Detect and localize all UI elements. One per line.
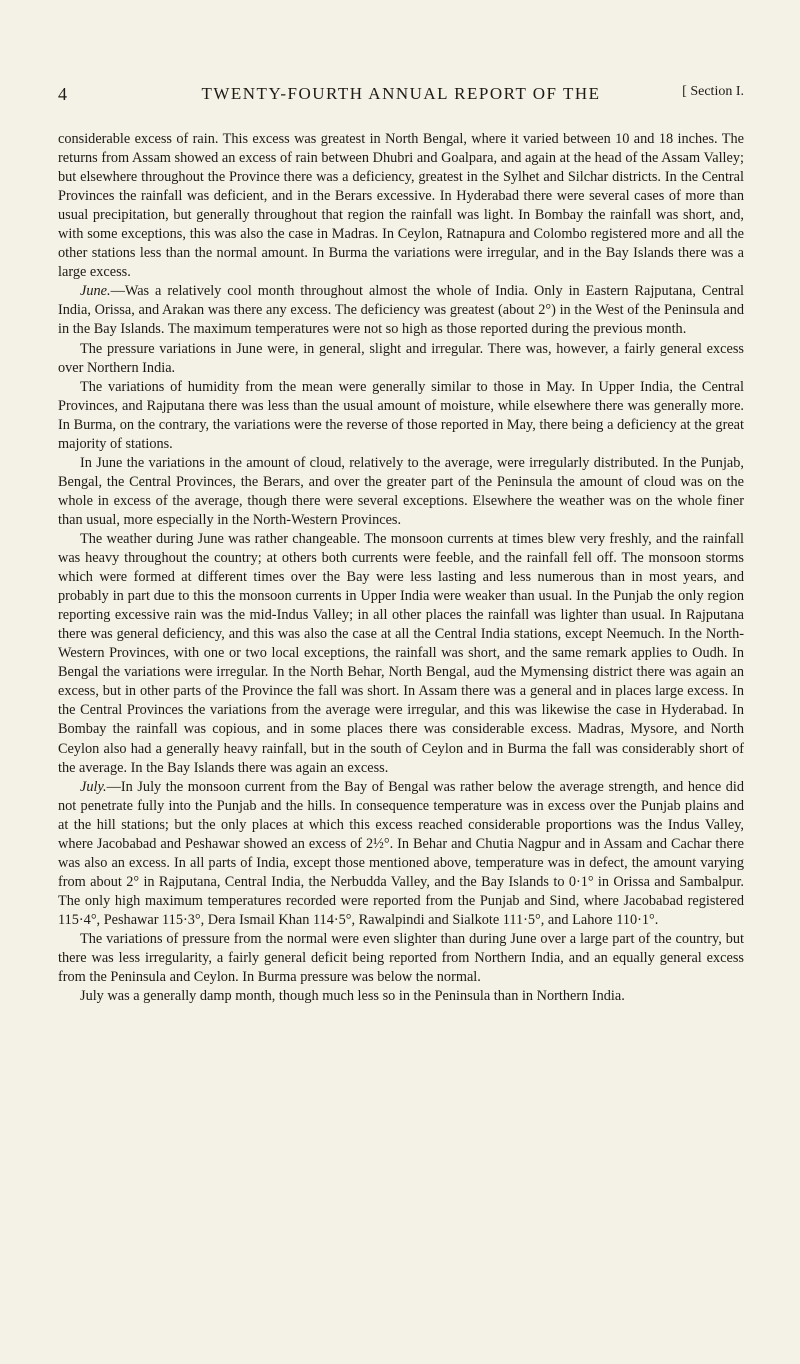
paragraph: In June the variations in the amount of cloud, relatively to the average, were irregularly distributed. In the Punjab, Bengal, the Central Provinces, the Berars, and over the greater part of the Peninsula the amount of cloud was on the whole in excess of the average, though there were several exceptions. Elsewhere the weather was on the whole finer than usual, more especially in the North-Western Provinces. (58, 454, 744, 528)
page-number: 4 (58, 84, 67, 104)
month-heading: June. (80, 283, 111, 300)
paragraph-july: July.—In July the monsoon current from the Bay of Bengal was rather below the average strength, and hence did not penetrate fully into the Punjab and the hills. In consequence temperature was in excess over the Punjab plains and at the hill stations; but the only places at which this excess reached considerable proportions was the Indus Valley, where Jacobabad and Peshawar showed an excess of 2½°. In Behar and Chutia Nagpur and in Assam and Cachar there was also an excess. In all parts of India, except those mentioned above, temperature was in defect, the amount varying from about 2° in Rajputana, Central India, the Nerbudda Valley, and the Bay Islands to 0·1° in Orissa and Sambalpur. The only high maximum temperatures recorded were reported from the Punjab and Sind, where Jacobabad registered 115·4°, Peshawar 115·3°, Dera Ismail Khan 114·5°, Rawalpindi and Sialkote 111·5°, and Lahore 110·1°. (58, 778, 744, 928)
page-header (58, 84, 744, 110)
paragraph: considerable excess of rain. This excess was greatest in North Bengal, where it varied between 10 and 18 inches. The returns from Assam showed an excess of rain between Dhubri and Goalpara, and again at the head of the Assam Valley; but elsewhere throughout the Province there was a deficiency, greatest in the Sylhet and Silchar districts. In the Central Provinces the rainfall was deficient, and in the Berars excessive. In Hyderabad there were several cases of more than usual precipitation, but generally throughout that region the rainfall was light. In Bombay the rainfall was short, and, with some exceptions, this was also the case in Madras. In Ceylon, Ratnapura and Colombo registered more and all the other stations less than the normal amount. In Burma the variations were irregular, and in the Bay Islands there was a large excess. (58, 131, 744, 281)
paragraph: The variations of humidity from the mean were generally similar to those in May. In Upper India, the Central Provinces, and Rajputana there was less than the usual amount of moisture, while elsewhere there was generally more. In Burma, on the contrary, the variations were the reverse of those reported in May, there being a deficiency at the great majority of stations. (58, 378, 744, 452)
running-title: TWENTY-FOURTH ANNUAL REPORT OF THE (201, 84, 601, 103)
paragraph: July was a generally damp month, though much less so in the Peninsula than in Northern India. (80, 988, 625, 1005)
paragraph: The pressure variations in June were, in general, slight and irregular. There was, however, a fairly general excess over Northern India. (58, 340, 744, 376)
paragraph: The weather during June was rather changeable. The monsoon currents at times blew very freshly, and the rainfall was heavy throughout the country; at others both currents were feeble, and the rainfall fell off. The monsoon storms which were formed at different times over the Bay were less lasting and less numerous than in most years, and probably in part due to this the monsoon currents in Upper India were weaker than usual. In the Punjab the only region reporting excessive rain was the mid-Indus Valley; in all other places the rainfall was lighter than usual. In Rajputana there was general deficiency, and this was also the case at all the Central India stations, except Neemuch. In the North-Western Provinces, with one or two local exceptions, the rainfall was short, and the same remark applies to Oudh. In Bengal the variations were irregular. In the North Behar, North Bengal, aud the Mymensing district there was again an excess, but in other parts of the Province the fall was short. In Assam there was a general and in places large excess. In the Central Provinces the variations from the average were irregular, and this was likewise the case in Hyderabad. In Bombay the rainfall was copious, and in some places there was considerable excess. Madras, Mysore, and North Ceylon also had a generally heavy rainfall, but in the south of Ceylon and in Burma the fall was considerably short of the average. In the Bay Islands there was again an excess. (58, 530, 744, 776)
section-label: [ Section I. (682, 84, 744, 99)
body-text (58, 130, 744, 1006)
month-heading: July. (80, 778, 107, 795)
paragraph: The variations of pressure from the normal were even slighter than during June over a large part of the country, but there was less irregularity, a fairly general deficit being reported from Northern India, and an equally general excess from the Peninsula and Ceylon. In Burma pressure was below the normal. (58, 930, 744, 986)
paragraph-june: June.—Was a relatively cool month throughout almost the whole of India. Only in Eastern Rajputana, Central India, Orissa, and Arakan was there any excess. The deficiency was greatest (about 2°) in the West of the Peninsula and in the Bay Islands. The maximum temperatures were not so high as those reported during the previous month. (58, 283, 744, 338)
